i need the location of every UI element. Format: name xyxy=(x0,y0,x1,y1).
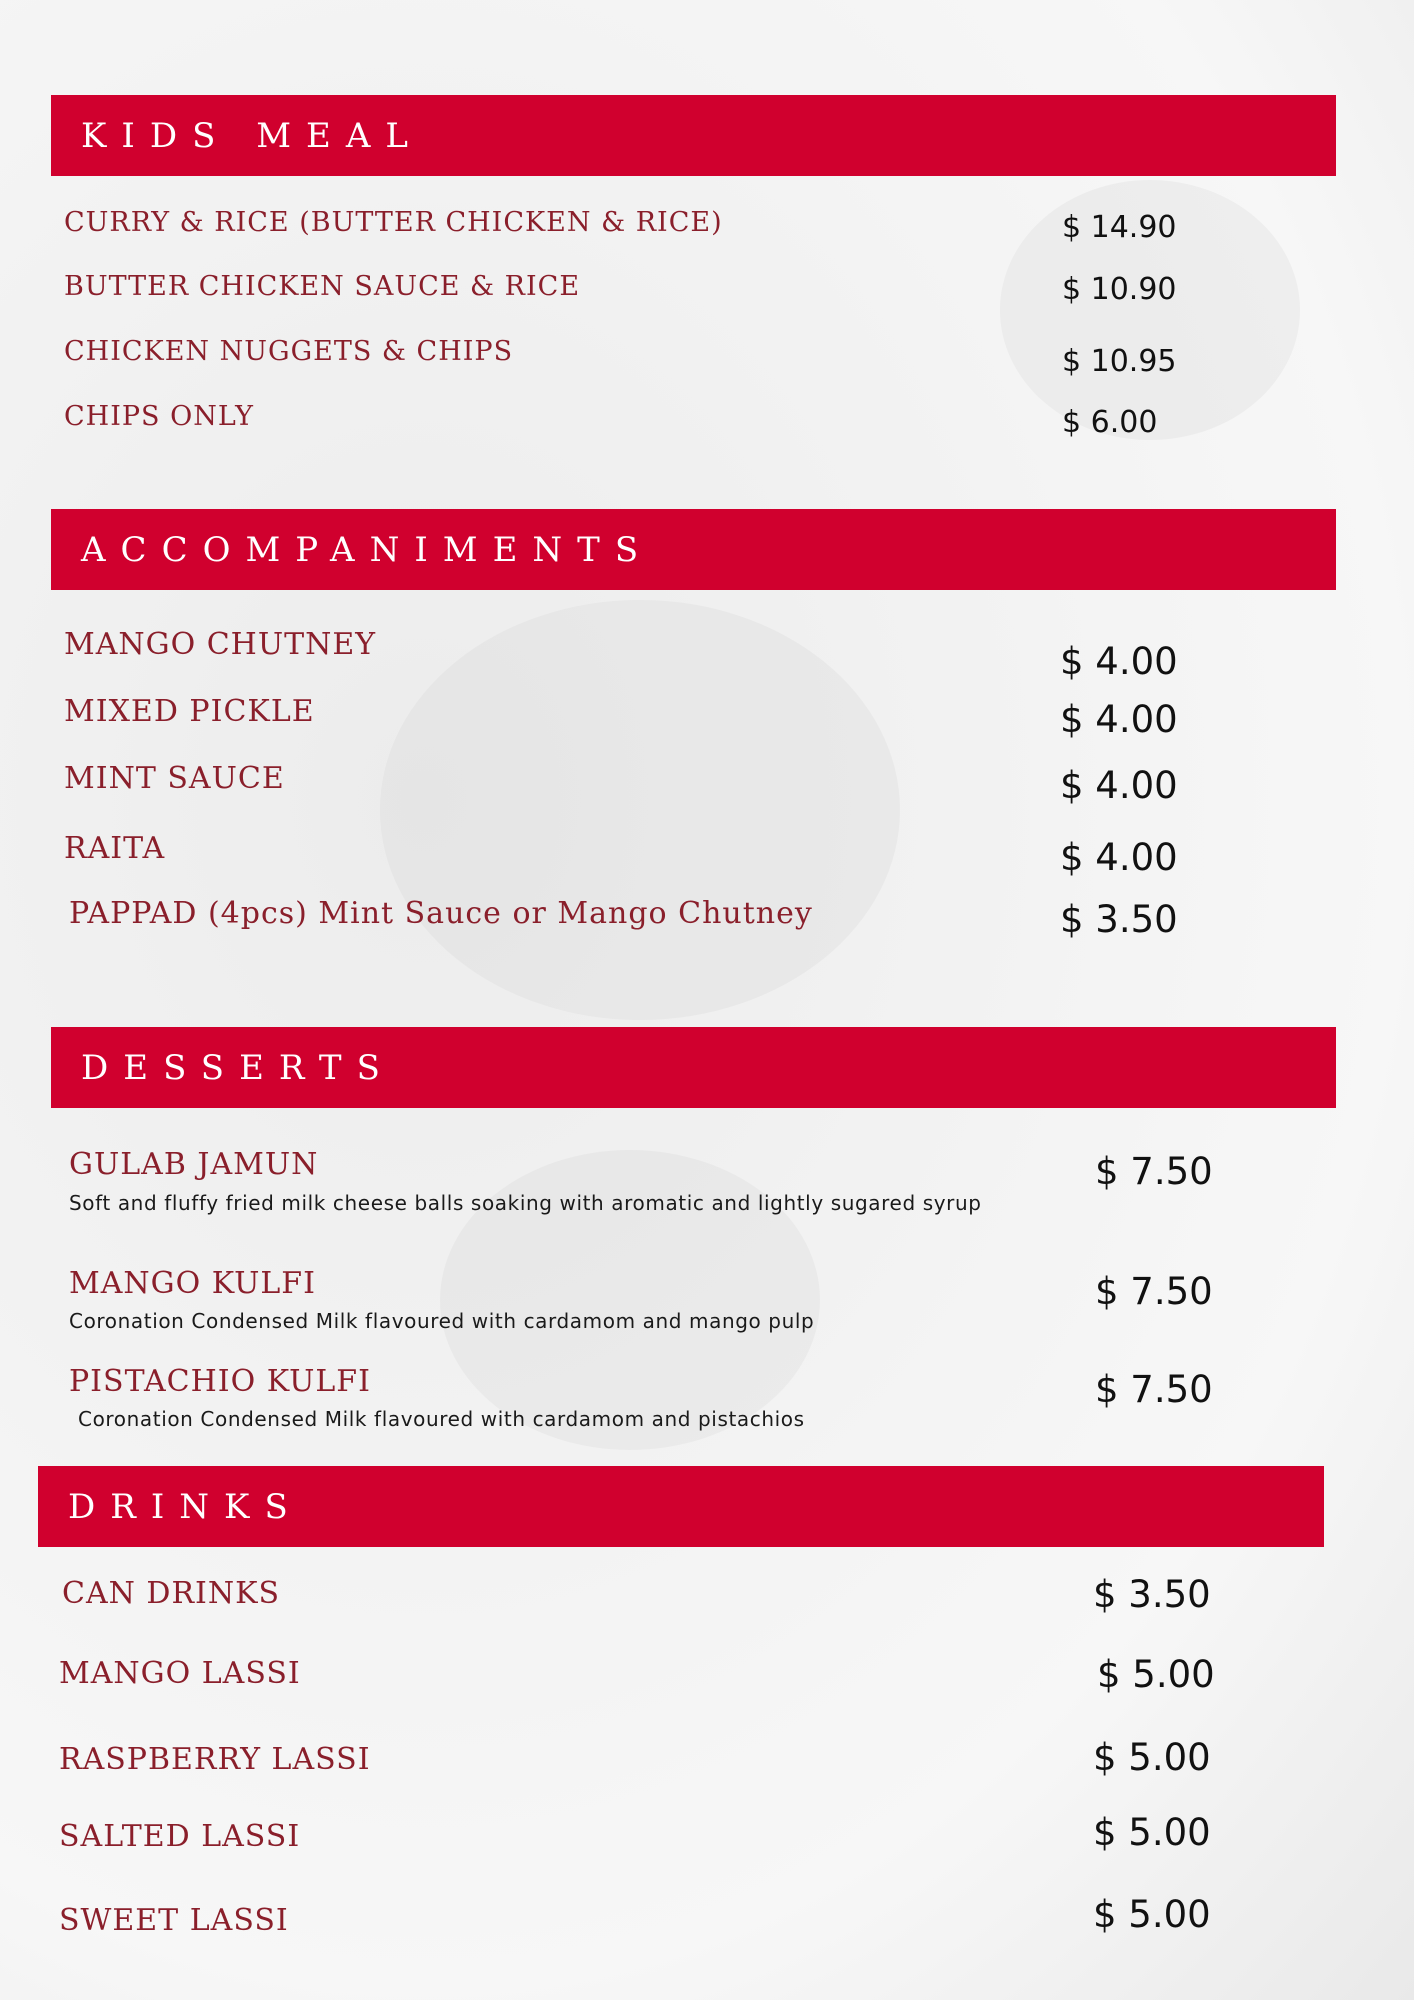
menu-item-name: MANGO KULFI xyxy=(69,1266,316,1301)
menu-item-price: $ 4.00 xyxy=(1060,836,1178,879)
menu-item-name: RASPBERRY LASSI xyxy=(59,1742,371,1777)
menu-item-price: $ 14.90 xyxy=(1062,210,1177,245)
menu-item-price: $ 7.50 xyxy=(1095,1368,1213,1411)
menu-item-name: SWEET LASSI xyxy=(59,1903,289,1938)
section-title: DRINKS xyxy=(68,1486,303,1527)
menu-item-name: SALTED LASSI xyxy=(59,1819,301,1854)
section-title: KIDS MEAL xyxy=(81,115,423,156)
menu-item-price: $ 10.90 xyxy=(1062,272,1177,307)
menu-item-price: $ 3.50 xyxy=(1060,898,1178,941)
menu-item-price: $ 7.50 xyxy=(1095,1150,1213,1193)
menu-item-name: CHICKEN NUGGETS & CHIPS xyxy=(64,336,514,367)
section-title: ACCOMPANIMENTS xyxy=(81,529,654,570)
menu-item-price: $ 5.00 xyxy=(1093,1736,1211,1779)
menu-item-price: $ 4.00 xyxy=(1060,764,1178,807)
menu-item-name: BUTTER CHICKEN SAUCE & RICE xyxy=(64,271,581,302)
menu-item-name: GULAB JAMUN xyxy=(69,1147,319,1182)
menu-item-name: PAPPAD (4pcs) Mint Sauce or Mango Chutney xyxy=(69,896,813,931)
menu-item-price: $ 5.00 xyxy=(1097,1653,1215,1696)
menu-item-name: MINT SAUCE xyxy=(64,761,285,796)
menu-item-description: Coronation Condensed Milk flavoured with cardamom and mango pulp xyxy=(69,1309,815,1333)
menu-item-name: MANGO LASSI xyxy=(59,1656,301,1691)
menu-item-description: Coronation Condensed Milk flavoured with cardamom and pistachios xyxy=(78,1407,805,1431)
menu-item-name: MIXED PICKLE xyxy=(64,694,315,729)
menu-item-name: CAN DRINKS xyxy=(62,1576,281,1611)
menu-item-name: RAITA xyxy=(64,831,166,866)
menu-item-price: $ 6.00 xyxy=(1062,405,1158,440)
section-banner-drinks xyxy=(38,1466,1324,1547)
menu-item-name: CHIPS ONLY xyxy=(64,401,254,432)
menu-item-price: $ 5.00 xyxy=(1093,1893,1211,1936)
menu-item-name: CURRY & RICE (BUTTER CHICKEN & RICE) xyxy=(64,207,723,238)
section-title: DESSERTS xyxy=(81,1047,395,1088)
menu-item-description: Soft and fluffy fried milk cheese balls soaking with aromatic and lightly sugared syrup xyxy=(69,1191,982,1215)
background-stain xyxy=(380,600,900,1020)
menu-item-name: PISTACHIO KULFI xyxy=(69,1364,371,1399)
menu-item-price: $ 7.50 xyxy=(1095,1270,1213,1313)
menu-item-price: $ 5.00 xyxy=(1093,1811,1211,1854)
section-banner-kids-meal xyxy=(51,95,1336,176)
menu-item-name: MANGO CHUTNEY xyxy=(64,627,377,662)
section-banner-desserts xyxy=(51,1027,1336,1108)
menu-item-price: $ 3.50 xyxy=(1093,1573,1211,1616)
menu-item-price: $ 4.00 xyxy=(1060,698,1178,741)
menu-item-price: $ 10.95 xyxy=(1062,344,1177,379)
menu-item-price: $ 4.00 xyxy=(1060,640,1178,683)
section-banner-accompaniments xyxy=(51,509,1336,590)
